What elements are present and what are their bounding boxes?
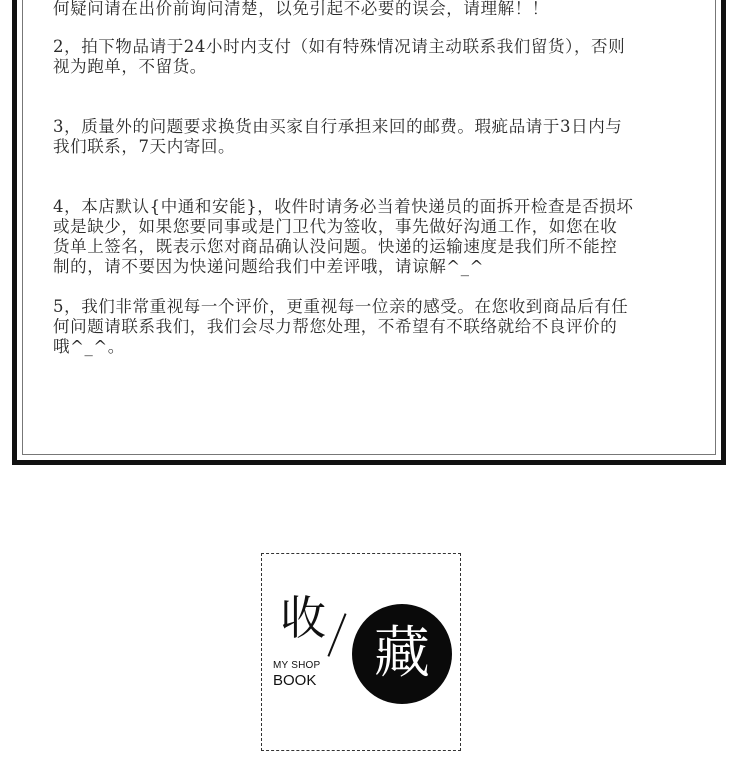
collect-shop-button[interactable] — [261, 553, 461, 751]
notice-item-payment: 2，拍下物品请于24小时内支付（如有特殊情况请主动联系我们留货），否则 视为跑单，不留货。 — [53, 37, 626, 76]
notice-item-exchange: 3，质量外的问题要求换货由买家自行承担来回的邮费。瑕疵品请于3日内与 我们联系，7天内寄回。 — [53, 117, 623, 156]
notice-item-feedback: 5，我们非常重视每一个评价，更重视每一位亲的感受。在您收到商品后有任 何问题请联系我们，我们会尽力帮您处理，不希望有不联络就给不良评价的 哦^_^。 — [53, 297, 629, 356]
book-label: BOOK — [273, 672, 317, 689]
collect-char-cang: 藏 — [374, 621, 430, 686]
notice-item-shipping: 4，本店默认{中通和安能}，收件时请务必当着快递员的面拆开检查是否损坏 或是缺少，如果您要同事或是门卫代为签收，事先做好沟通工作，如您在收 货单上签名，既表示您对商品确认没问题。快递的运输速度是我们所不能控 制的，请不要因为快递问题给我们中差评哦，请谅解^_^ — [53, 197, 634, 276]
slash-divider — [327, 613, 346, 656]
collect-char-shou: 收 — [280, 591, 326, 645]
notice-frame — [12, 0, 726, 465]
notice-intro: 何疑问请在出价前询问清楚，以免引起不必要的误会，请理解！！ — [53, 0, 549, 18]
my-shop-label: MY SHOP — [273, 660, 321, 671]
collect-circle-badge — [352, 604, 452, 704]
